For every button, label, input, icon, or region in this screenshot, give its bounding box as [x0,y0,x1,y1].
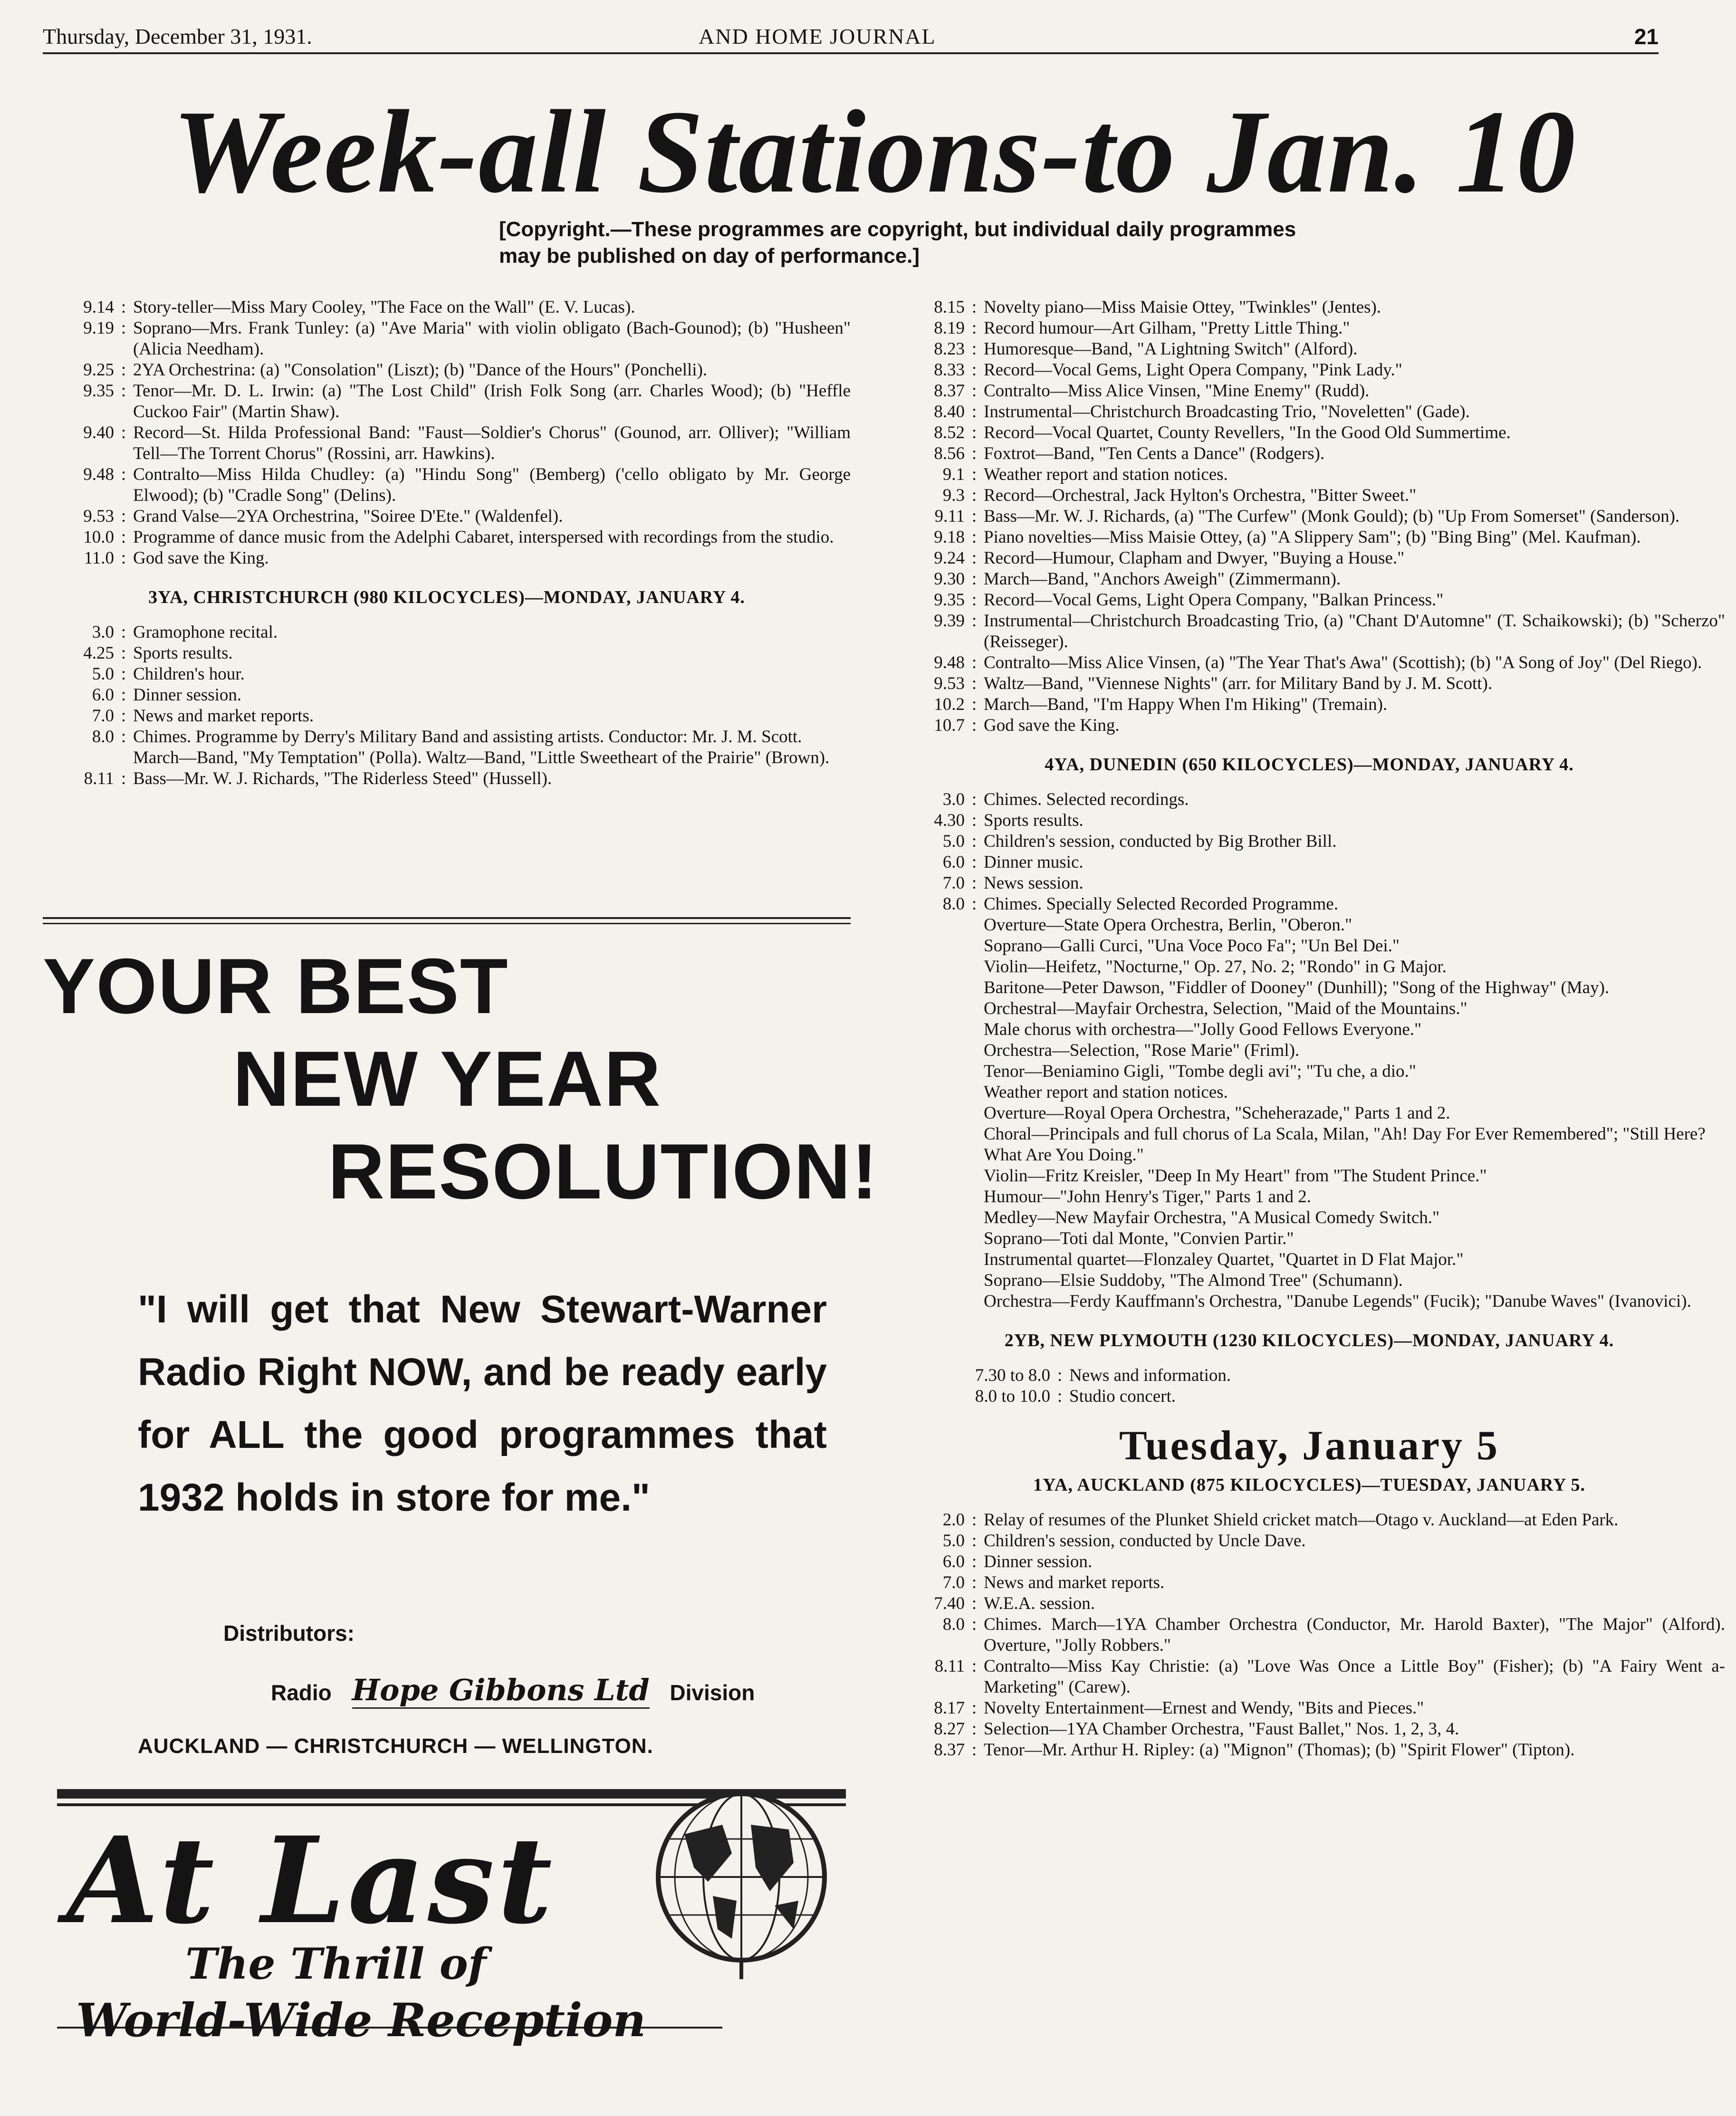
programme-text: March—Band, "I'm Happy When I'm Hiking" (Tremain). [984,695,1388,714]
programme-item [893,1698,1725,1719]
programme-time: 9.53 [83,507,114,526]
divider [43,917,851,924]
programme-text: Record humour—Art Gilham, "Pretty Little Thing." [984,318,1350,338]
separator: : [971,1594,977,1613]
separator: : [971,381,977,401]
programme-item [893,422,1725,443]
brand-logo: Hope Gibbons Ltd [352,1673,650,1709]
programme-item [893,852,1725,873]
programme-time: 7.30 to 8.0 [975,1366,1050,1385]
programme-time: 8.19 [934,318,965,338]
programme-item [893,789,1725,810]
programme-text: Piano novelties—Miss Maisie Ottey, (a) "A Slippery Sam"; (b) "Bing Bing" (Mel. Kaufman). [984,527,1641,547]
programme-time: 5.0 [92,664,114,684]
distributors-label: Distributors: [223,1621,355,1646]
separator: : [971,486,977,505]
globe-icon [651,1782,832,1982]
station-heading-2yb: 2YB, NEW PLYMOUTH (1230 KILOCYCLES)—MONDAY, JANUARY 4. [1004,1331,1614,1350]
separator: : [971,444,977,463]
programme-line: Overture—Royal Opera Orchestra, "Scheherazade," Parts 1 and 2. [984,1103,1450,1123]
programme-item [893,1719,1725,1740]
separator: : [1057,1387,1063,1406]
programme-time: 8.0 to 10.0 [975,1387,1050,1406]
separator: : [971,360,977,380]
banner-subtitle: The Thrill of [185,1939,487,1989]
programme-text: Story-teller—Miss Mary Cooley, "The Face on the Wall" (E. V. Lucas). [133,297,635,317]
programme-text: Tenor—Mr. D. L. Irwin: (a) "The Lost Child" (Irish Folk Song (arr. Charles Wood); (b) "Heffle Cuckoo Fair" (Martin Shaw). [133,381,851,421]
programme-lines-4ya [893,915,1725,1312]
programme-item [893,464,1725,485]
programme-time: 8.17 [934,1698,965,1718]
issue-date: Thursday, December 31, 1931. [43,24,312,48]
programme-text: Bass—Mr. W. J. Richards, (a) "The Curfew" (Monk Gould); (b) "Up From Somerset" (Sanderson). [984,507,1680,526]
programme-item [43,381,851,422]
programme-item [893,381,1725,402]
programme-time: 9.53 [934,674,965,693]
programme-line: Orchestra—Ferdy Kauffmann's Orchestra, "Danube Legends" (Fucik); "Danube Waves" (Ivanovici). [984,1292,1691,1311]
separator: : [971,402,977,421]
separator: : [1057,1366,1063,1385]
programme-text: Chimes. Specially Selected Recorded Programme. [984,894,1338,914]
programme-time: 7.0 [942,1573,965,1592]
separator: : [971,674,977,693]
radio-word: Radio [271,1680,332,1705]
programme-text: Record—Humour, Clapham and Dwyer, "Buying a House." [984,548,1405,568]
programme-item [893,402,1725,422]
separator: : [121,318,126,338]
division-word: Division [670,1680,755,1705]
separator: : [971,1698,977,1718]
programme-time: 5.0 [942,832,965,851]
stewart-warner-advertisement [43,917,879,2077]
separator: : [971,1573,977,1592]
programme-text: Children's session, conducted by Big Brother Bill. [984,832,1337,851]
separator: : [971,339,977,359]
programme-text: Instrumental—Christchurch Broadcasting Trio, "Noveletten" (Gade). [984,402,1470,421]
right-column [893,297,1725,2084]
programme-list-4ya [893,789,1725,915]
separator: : [971,548,977,568]
programme-text: Novelty Entertainment—Ernest and Wendy, "Bits and Pieces." [984,1698,1424,1718]
programme-text: Children's session, conducted by Uncle Dave. [984,1531,1306,1551]
programme-item [893,894,1725,915]
programme-item [893,715,1725,736]
programme-item [893,485,1725,506]
programme-text: Sports results. [133,643,233,663]
programme-text: Chimes. Programme by Derry's Military Band and assisting artists. Conductor: Mr. J. M. Scott. [133,727,802,747]
programme-item [893,1510,1725,1531]
programme-text: Dinner music. [984,852,1084,872]
separator: : [121,381,126,401]
separator: : [971,1740,977,1760]
programme-time: 8.37 [934,381,965,401]
distributor-line [271,1673,755,1709]
programme-text: Studio concert. [1069,1387,1176,1406]
programme-time: 6.0 [92,685,114,705]
programme-item [893,810,1725,831]
programme-time: 8.37 [934,1740,965,1760]
programme-time: 8.15 [934,297,965,317]
programme-item [43,685,851,706]
separator: : [971,811,977,830]
programme-item [893,548,1725,569]
programme-item [893,1740,1725,1761]
publication-name: AND HOME JOURNAL [699,24,936,48]
programme-item [893,443,1725,464]
separator: : [971,318,977,338]
programme-time: 10.0 [83,527,114,547]
programme-time: 4.30 [934,811,965,830]
programme-item [43,506,851,527]
programme-item [43,664,851,685]
separator: : [121,507,126,526]
programme-text: March—Band, "Anchors Aweigh" (Zimmermann). [984,569,1341,589]
programme-time: 11.0 [84,548,114,568]
programme-time: 7.0 [92,706,114,726]
programme-text: Weather report and station notices. [984,465,1228,484]
separator: : [971,1615,977,1634]
programme-time: 6.0 [942,1552,965,1571]
programme-item [893,1531,1725,1551]
separator: : [971,1510,977,1530]
separator: : [971,465,977,484]
programme-time: 9.35 [934,590,965,610]
separator: : [121,706,126,726]
programme-time: 9.3 [942,486,965,505]
programme-time: 9.25 [83,360,114,380]
programme-text: Chimes. March—1YA Chamber Orchestra (Conductor, Mr. Harold Baxter), "The Major" (Alford). Overture, "Jolly Robbers." [984,1615,1725,1655]
programme-text: Contralto—Miss Alice Vinsen, (a) "The Year That's Awa" (Scottish); (b) "A Song of Joy" (Del Riego). [984,653,1702,672]
separator: : [971,1531,977,1551]
separator: : [121,643,126,663]
programme-text: Selection—1YA Chamber Orchestra, "Faust Ballet," Nos. 1, 2, 3, 4. [984,1719,1459,1739]
separator: : [121,664,126,684]
separator: : [971,507,977,526]
separator: : [971,832,977,851]
programme-line: Soprano—Galli Curci, "Una Voce Poco Fa"; "Un Bel Dei." [984,936,1400,956]
programme-text: 2YA Orchestrina: (a) "Consolation" (Liszt); (b) "Dance of the Hours" (Ponchelli). [133,360,708,380]
programme-list-3ya-continued [893,297,1725,736]
programme-item [893,1365,1725,1386]
programme-item [43,768,851,789]
programme-text: God save the King. [133,548,269,568]
programme-text: Soprano—Mrs. Frank Tunley: (a) "Ave Maria" with violin obligato (Bach-Gounod); (b) "Husheen" (Alicia Needham). [133,318,851,359]
programme-list-1ya [893,1510,1725,1761]
programme-item [43,360,851,381]
programme-time: 8.0 [92,727,114,747]
station-heading-3ya: 3YA, CHRISTCHURCH (980 KILOCYCLES)—MONDAY, JANUARY 4. [148,587,745,607]
programme-text: Children's hour. [133,664,245,684]
separator: : [971,873,977,893]
separator: : [121,297,126,317]
programme-time: 8.0 [942,1615,965,1634]
separator: : [971,894,977,914]
programme-line: Orchestral—Mayfair Orchestra, Selection, "Maid of the Mountains." [984,999,1467,1018]
programme-time: 5.0 [942,1531,965,1551]
programme-time: 9.18 [934,527,965,547]
separator: : [121,727,126,747]
programme-text: News and market reports. [133,706,314,726]
programme-time: 10.7 [934,716,965,735]
programme-item [893,1572,1725,1593]
separator: : [971,695,977,714]
programme-item [893,360,1725,381]
programme-text: W.E.A. session. [984,1594,1095,1613]
programme-item [893,694,1725,715]
banner-title: At Last [67,1810,556,1950]
programme-time: 9.39 [934,611,965,631]
separator: : [971,611,977,631]
programme-time: 8.33 [934,360,965,380]
programme-time: 9.35 [83,381,114,401]
programme-item [43,706,851,727]
programme-text: Sports results. [984,811,1084,830]
programme-item [893,673,1725,694]
programme-time: 9.19 [83,318,114,338]
programme-line: Instrumental quartet—Flonzaley Quartet, "Quartet in D Flat Major." [984,1250,1464,1269]
programme-line: Choral—Principals and full chorus of La Scala, Milan, "Ah! Day For Ever Remembered"; "Still Here? What Are You Doing." [984,1124,1706,1165]
programme-text: Foxtrot—Band, "Ten Cents a Dance" (Rodgers). [984,444,1325,463]
programme-item [893,873,1725,894]
separator: : [971,1719,977,1739]
programme-item [893,506,1725,527]
programme-time: 4.25 [83,643,114,663]
separator: : [121,423,126,442]
programme-text: Instrumental—Christchurch Broadcasting Trio, (a) "Chant D'Automne" (T. Schaikowski); (b) "Scherzo" (Reisseger). [984,611,1725,651]
programme-text: News and market reports. [984,1573,1165,1592]
programme-item [893,1551,1725,1572]
programme-list-2ya [43,297,851,569]
separator: : [971,590,977,610]
separator: : [971,852,977,872]
separator: : [971,297,977,317]
day-heading: Tuesday, January 5 [1119,1423,1499,1469]
ad-headline-line2: NEW YEAR [233,1035,662,1122]
programme-item [43,422,851,464]
ad-quote: "I will get that New Stewart-Warner Radio Right NOW, and be ready early for ALL the good programmes that 1932 holds in store for me." [138,1288,827,1519]
programme-item [893,1656,1725,1698]
programme-line: Soprano—Toti dal Monte, "Convien Partir." [984,1229,1294,1248]
programme-text: Record—Orchestral, Jack Hylton's Orchestra, "Bitter Sweet." [984,486,1417,505]
programme-item [893,318,1725,339]
programme-text: Dinner session. [133,685,242,705]
programme-item [893,831,1725,852]
programme-time: 7.40 [934,1594,965,1613]
distributor-cities: AUCKLAND — CHRISTCHURCH — WELLINGTON. [138,1734,653,1758]
separator: : [121,685,126,705]
programme-item [893,569,1725,590]
programme-item [893,652,1725,673]
station-heading-1ya: 1YA, AUCKLAND (875 KILOCYCLES)—TUESDAY, JANUARY 5. [1033,1475,1586,1495]
programme-text: Bass—Mr. W. J. Richards, "The Riderless Steed" (Hussell). [133,769,552,788]
programme-time: 2.0 [942,1510,965,1530]
programme-line: Violin—Heifetz, "Nocturne," Op. 27, No. 2; "Rondo" in G Major. [984,957,1447,977]
programme-item [43,643,851,664]
programme-line: Humour—"John Henry's Tiger," Parts 1 and 2. [984,1187,1312,1206]
programme-item [893,1593,1725,1614]
ad-headline-line3: RESOLUTION! [328,1128,879,1215]
programme-line: Male chorus with orchestra—"Jolly Good Fellows Everyone." [984,1020,1422,1039]
programme-text: Contralto—Miss Hilda Chudley: (a) "Hindu Song" (Bemberg) ('cello obligato by Mr. George Elwood); (b) "Cradle Song" (Delins). [133,465,851,505]
separator: : [971,653,977,672]
programme-item [893,1614,1725,1656]
programme-text: Record—Vocal Gems, Light Opera Company, "Balkan Princess." [984,590,1444,610]
programme-text: Record—Vocal Quartet, County Revellers, "In the Good Old Summertime. [984,423,1511,442]
separator: : [121,527,126,547]
programme-item [893,611,1725,652]
programme-text: Contralto—Miss Alice Vinsen, "Mine Enemy" (Rudd). [984,381,1370,401]
programme-time: 6.0 [942,852,965,872]
programme-line: Tenor—Beniamino Gigli, "Tombe degli avi"; "Tu che, a dio." [984,1062,1416,1081]
programme-time: 8.40 [934,402,965,421]
programme-line: Weather report and station notices. [984,1082,1228,1102]
programme-time: 9.14 [83,297,114,317]
programme-item [43,297,851,318]
programme-line: Violin—Fritz Kreisler, "Deep In My Heart" from "The Student Prince." [984,1166,1487,1186]
separator: : [121,769,126,788]
page-headline: Week-all Stations-to Jan. 10 [172,86,1577,218]
programme-item [43,548,851,569]
programme-time: 9.48 [83,465,114,484]
programme-text: Novelty piano—Miss Maisie Ottey, "Twinkles" (Jentes). [984,297,1381,317]
programme-text: Relay of resumes of the Plunket Shield cricket match—Otago v. Auckland—at Eden Park. [984,1510,1619,1530]
separator: : [971,1656,977,1676]
separator: : [121,360,126,380]
programme-time: 3.0 [942,790,965,809]
programme-item [893,1386,1725,1407]
separator: : [971,716,977,735]
separator: : [121,622,126,642]
programme-time: 9.40 [83,423,114,442]
programme-time: 3.0 [92,622,114,642]
programme-item [43,318,851,360]
programme-item [893,527,1725,548]
left-column [43,297,851,915]
programme-time: 8.56 [934,444,965,463]
programme-time: 9.30 [934,569,965,589]
programme-time: 9.11 [934,507,965,526]
ad-headline-line1: YOUR BEST [43,942,509,1030]
programme-text: Gramophone recital. [133,622,278,642]
programme-item [893,297,1725,318]
programme-item [43,527,851,548]
programme-time: 8.52 [934,423,965,442]
programme-time: 7.0 [942,873,965,893]
programme-text: God save the King. [984,716,1120,735]
programme-text: Tenor—Mr. Arthur H. Ripley: (a) "Mignon" (Thomas); (b) "Spirit Flower" (Tipton). [984,1740,1575,1760]
programme-note: March—Band, "My Temptation" (Polla). Waltz—Band, "Little Sweetheart of the Prairie" (Brown). [133,748,830,767]
programme-time: 8.23 [934,339,965,359]
programme-text: Record—St. Hilda Professional Band: "Faust—Soldier's Chorus" (Gounod, arr. Olliver); "William Tell—The Torrent Chorus" (Rossini, arr. Hawkins). [133,423,851,463]
programme-item [43,464,851,506]
station-heading-4ya: 4YA, DUNEDIN (650 KILOCYCLES)—MONDAY, JANUARY 4. [1045,755,1574,775]
programme-list-2yb [893,1365,1725,1407]
programme-text: Contralto—Miss Kay Christie: (a) "Love Was Once a Little Boy" (Fisher); (b) "A Fairy Went a-Marketing" (Carew). [984,1656,1725,1697]
separator: : [971,790,977,809]
programme-time: 9.48 [934,653,965,672]
programme-time: 8.11 [84,769,114,788]
page-number: 21 [1634,24,1659,49]
programme-text: Dinner session. [984,1552,1093,1571]
programme-line: Overture—State Opera Orchestra, Berlin, "Oberon." [984,915,1352,935]
programme-time: 8.27 [934,1719,965,1739]
programme-time: 9.1 [942,465,965,484]
programme-item [43,727,851,747]
programme-time: 10.2 [934,695,965,714]
programme-text: News session. [984,873,1084,893]
separator: : [121,548,126,568]
programme-item [893,339,1725,360]
programme-time: 9.24 [934,548,965,568]
programme-text: Grand Valse—2YA Orchestrina, "Soiree D'Ete." (Waldenfel). [133,507,563,526]
banner-tagline: World-Wide Reception [76,1993,646,2047]
programme-item [893,590,1725,611]
programme-text: Humoresque—Band, "A Lightning Switch" (Alford). [984,339,1358,359]
programme-line: Orchestra—Selection, "Rose Marie" (Friml). [984,1041,1300,1060]
programme-text: Chimes. Selected recordings. [984,790,1189,809]
separator: : [121,465,126,484]
programme-time: 8.11 [934,1656,965,1676]
programme-time: 8.0 [942,894,965,914]
programme-text: Programme of dance music from the Adelphi Cabaret, interspersed with recordings from the studio. [133,527,834,547]
programme-text: News and information. [1069,1366,1231,1385]
separator: : [971,1552,977,1571]
separator: : [971,423,977,442]
programme-line: Soprano—Elsie Suddoby, "The Almond Tree" (Schumann). [984,1271,1403,1290]
masthead [43,24,1659,54]
programme-line: Baritone—Peter Dawson, "Fiddler of Dooney" (Dunhill); "Song of the Highway" (May). [984,978,1610,997]
programme-list-3ya [43,622,851,747]
programme-text: Record—Vocal Gems, Light Opera Company, "Pink Lady." [984,360,1402,380]
programme-line: Medley—New Mayfair Orchestra, "A Musical Comedy Switch." [984,1208,1440,1227]
programme-text: Waltz—Band, "Viennese Nights" (arr. for Military Band by J. M. Scott). [984,674,1493,693]
programme-item [43,622,851,643]
separator: : [971,527,977,547]
copyright-note: [Copyright.—These programmes are copyright, but individual daily programmes may be published on day of performance.] [499,218,1296,268]
separator: : [971,569,977,589]
